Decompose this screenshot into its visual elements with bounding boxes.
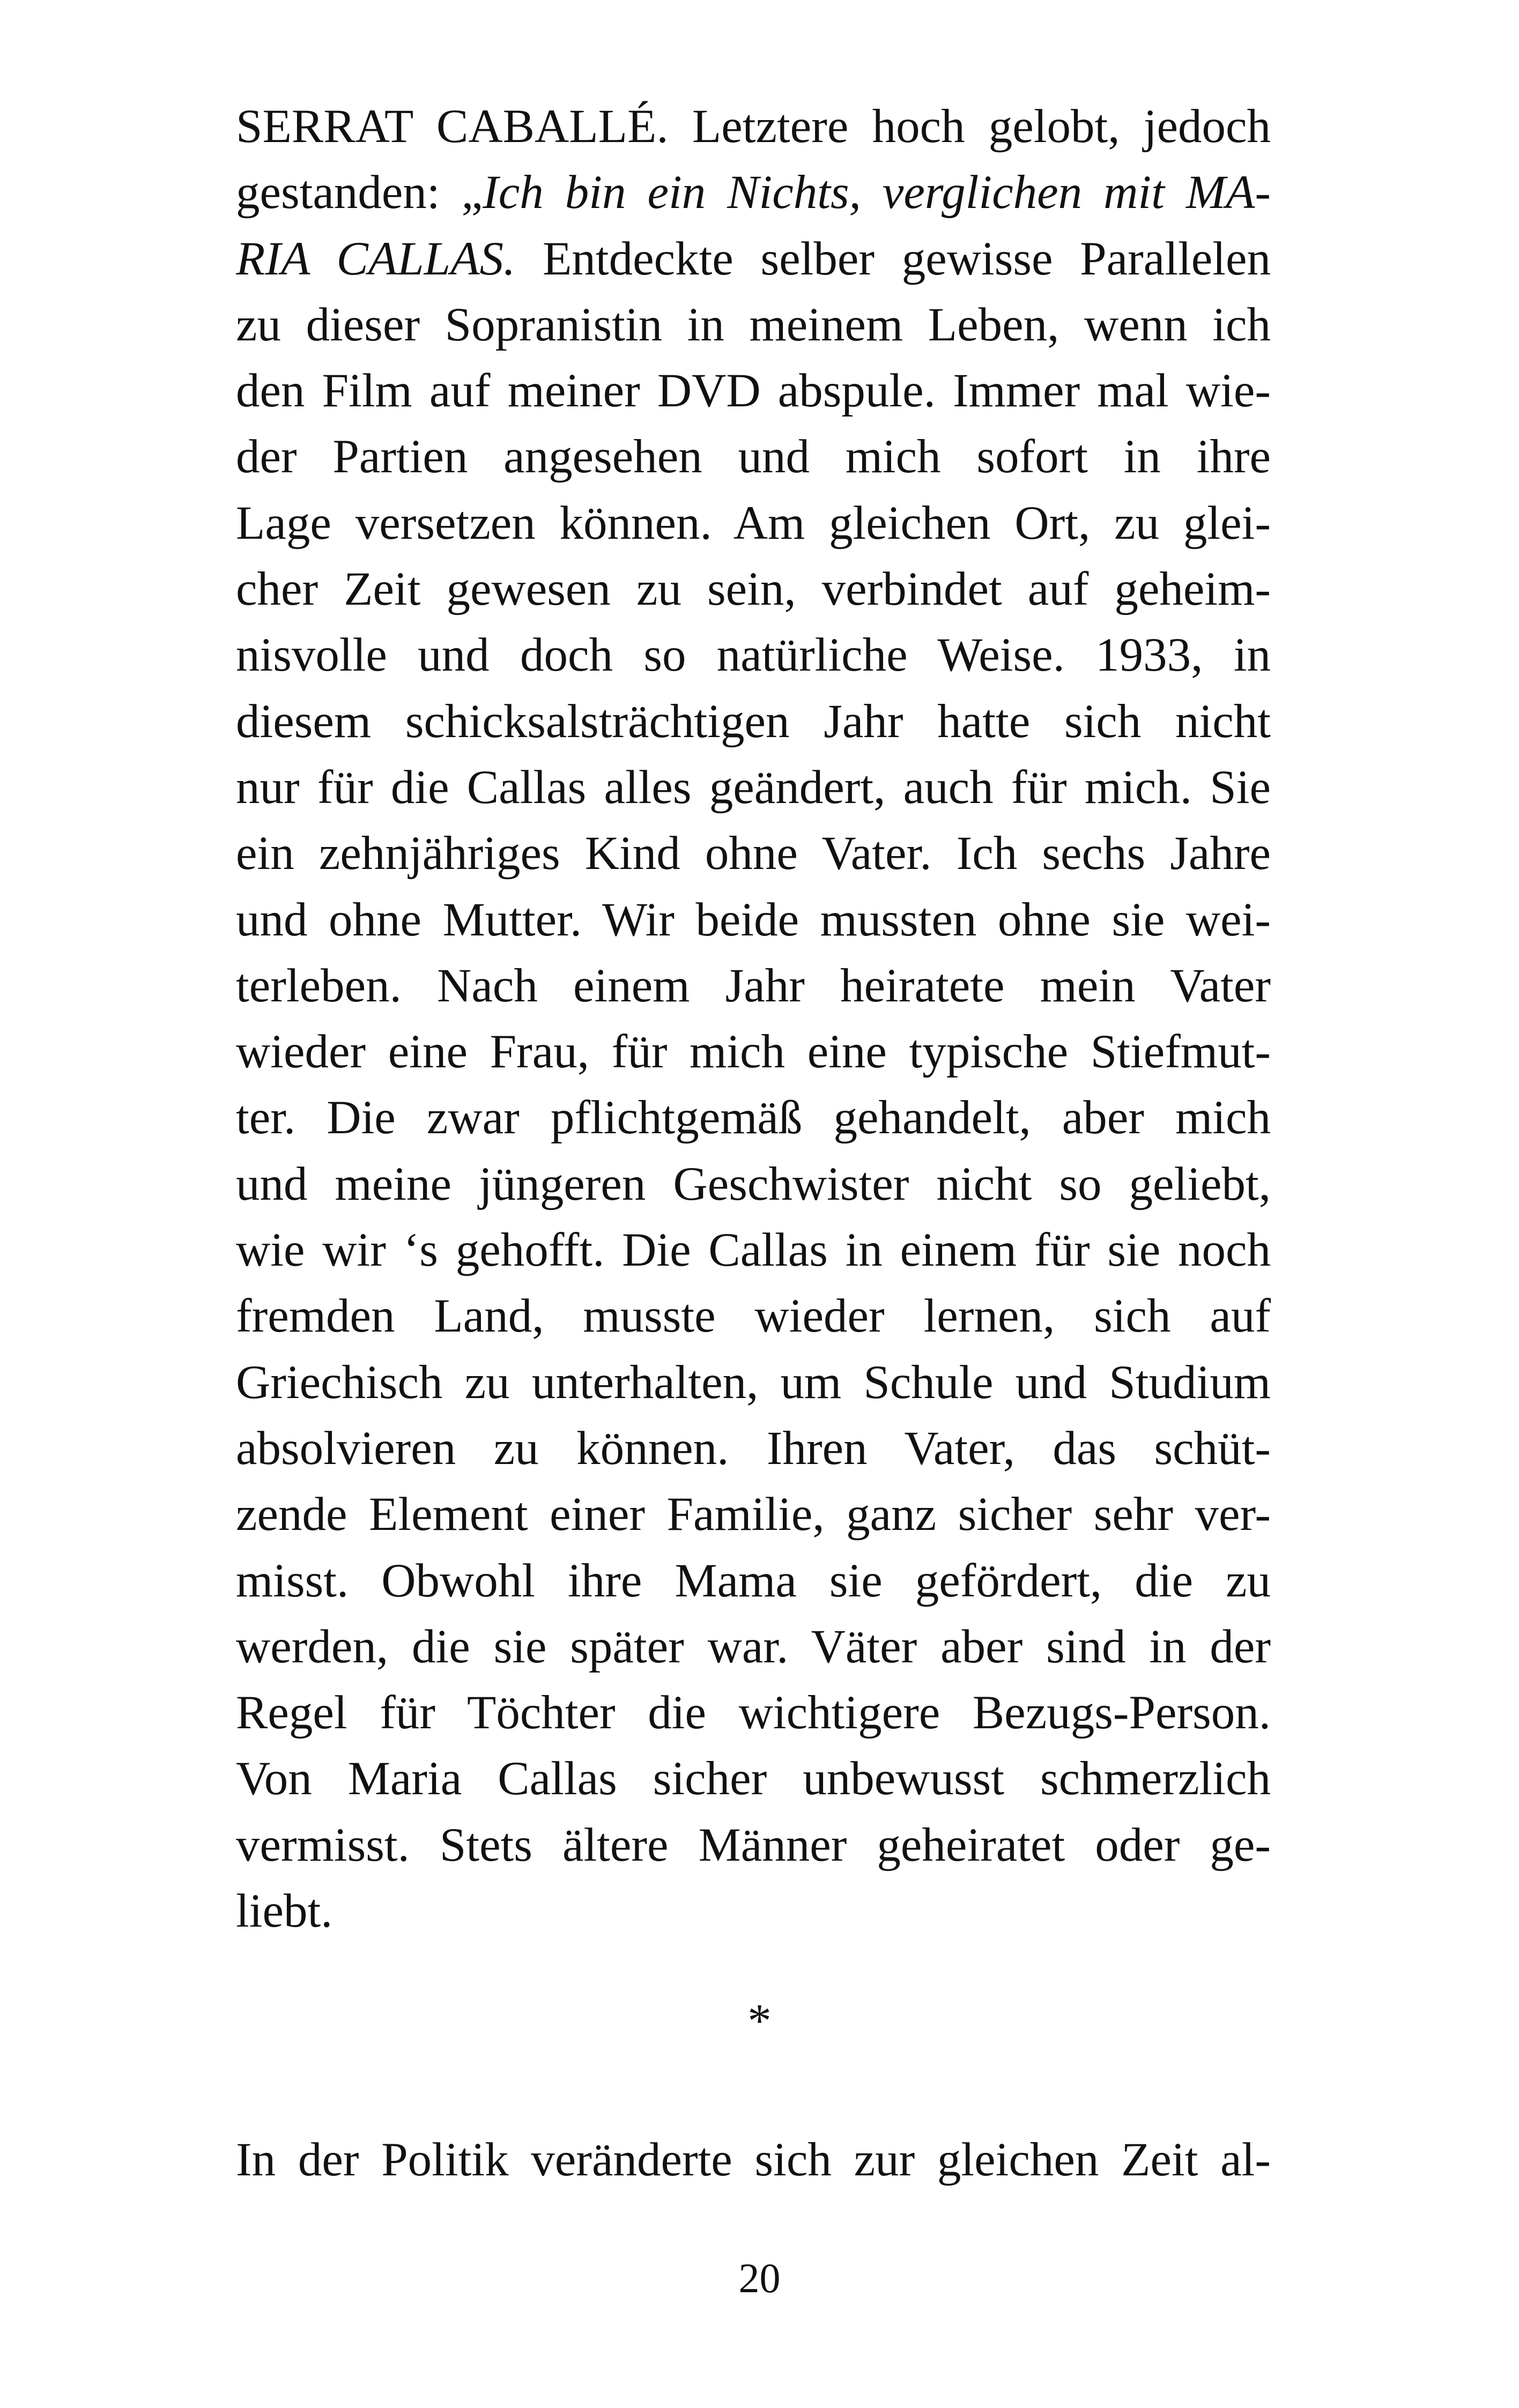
text-line: diesem schicksalsträchtigen Jahr hatte sich nicht bbox=[236, 695, 1271, 748]
section-separator: * bbox=[747, 1995, 772, 2047]
text-line: liebt. bbox=[236, 1885, 333, 1938]
text-line: cher Zeit gewesen zu sein, verbindet auf geheim- bbox=[236, 563, 1271, 616]
text-line: der Partien angesehen und mich sofort in ihre bbox=[236, 430, 1271, 484]
text-line: ter. Die zwar pflichtgemäß gehandelt, aber mich bbox=[236, 1091, 1271, 1144]
text-line: Griechisch zu unterhalten, um Schule und Studium bbox=[236, 1356, 1271, 1409]
text-segment: gestanden: „ bbox=[236, 166, 483, 219]
text-line bbox=[236, 160, 1271, 226]
text-line: zu dieser Sopranistin in meinem Leben, wenn ich bbox=[236, 298, 1271, 351]
text-line: SERRAT CABALLÉ. Letztere hoch gelobt, jedoch bbox=[236, 100, 1271, 153]
text-line: wieder eine Frau, für mich eine typische Stiefmut- bbox=[236, 1025, 1271, 1079]
text-segment: Entdeckte selber gewisse Parallelen bbox=[515, 232, 1271, 285]
text-line bbox=[236, 226, 1271, 292]
text-line: Von Maria Callas sicher unbewusst schmerzlich bbox=[236, 1752, 1271, 1805]
text-line: werden, die sie später war. Väter aber sind in der bbox=[236, 1620, 1271, 1673]
page-number: 20 bbox=[738, 2255, 781, 2301]
quote-italic: RIA CALLAS. bbox=[236, 232, 516, 285]
text-line: vermisst. Stets ältere Männer geheiratet oder ge- bbox=[236, 1818, 1271, 1871]
next-paragraph-line: In der Politik veränderte sich zur gleichen Zeit al- bbox=[236, 2134, 1271, 2186]
text-line: fremden Land, musste wieder lernen, sich auf bbox=[236, 1290, 1271, 1343]
quote-italic: Ich bin ein Nichts, verglichen mit MA- bbox=[483, 166, 1271, 219]
text-line: wie wir ‘s gehofft. Die Callas in einem für sie noch bbox=[236, 1224, 1271, 1277]
text-line: Regel für Töchter die wichtigere Bezugs-Person. bbox=[236, 1686, 1271, 1740]
text-line: nur für die Callas alles geändert, auch für mich. Sie bbox=[236, 761, 1271, 814]
text-line: und meine jüngeren Geschwister nicht so geliebt, bbox=[236, 1157, 1271, 1210]
body-paragraph bbox=[236, 94, 1271, 1944]
text-line: absolvieren zu können. Ihren Vater, das schüt- bbox=[236, 1422, 1271, 1475]
text-line: und ohne Mutter. Wir beide mussten ohne sie wei- bbox=[236, 893, 1271, 946]
text-line: zende Element einer Familie, ganz sicher sehr ver- bbox=[236, 1488, 1271, 1541]
text-line: ein zehnjähriges Kind ohne Vater. Ich sechs Jahre bbox=[236, 827, 1271, 880]
text-line: den Film auf meiner DVD abspule. Immer mal wie- bbox=[236, 365, 1271, 418]
text-line: nisvolle und doch so natürliche Weise. 1933, in bbox=[236, 629, 1271, 682]
text-line: Lage versetzen können. Am gleichen Ort, zu glei- bbox=[236, 496, 1271, 549]
text-line: misst. Obwohl ihre Mama sie gefördert, die zu bbox=[236, 1554, 1271, 1607]
text-line: terleben. Nach einem Jahr heiratete mein Vater bbox=[236, 959, 1271, 1012]
